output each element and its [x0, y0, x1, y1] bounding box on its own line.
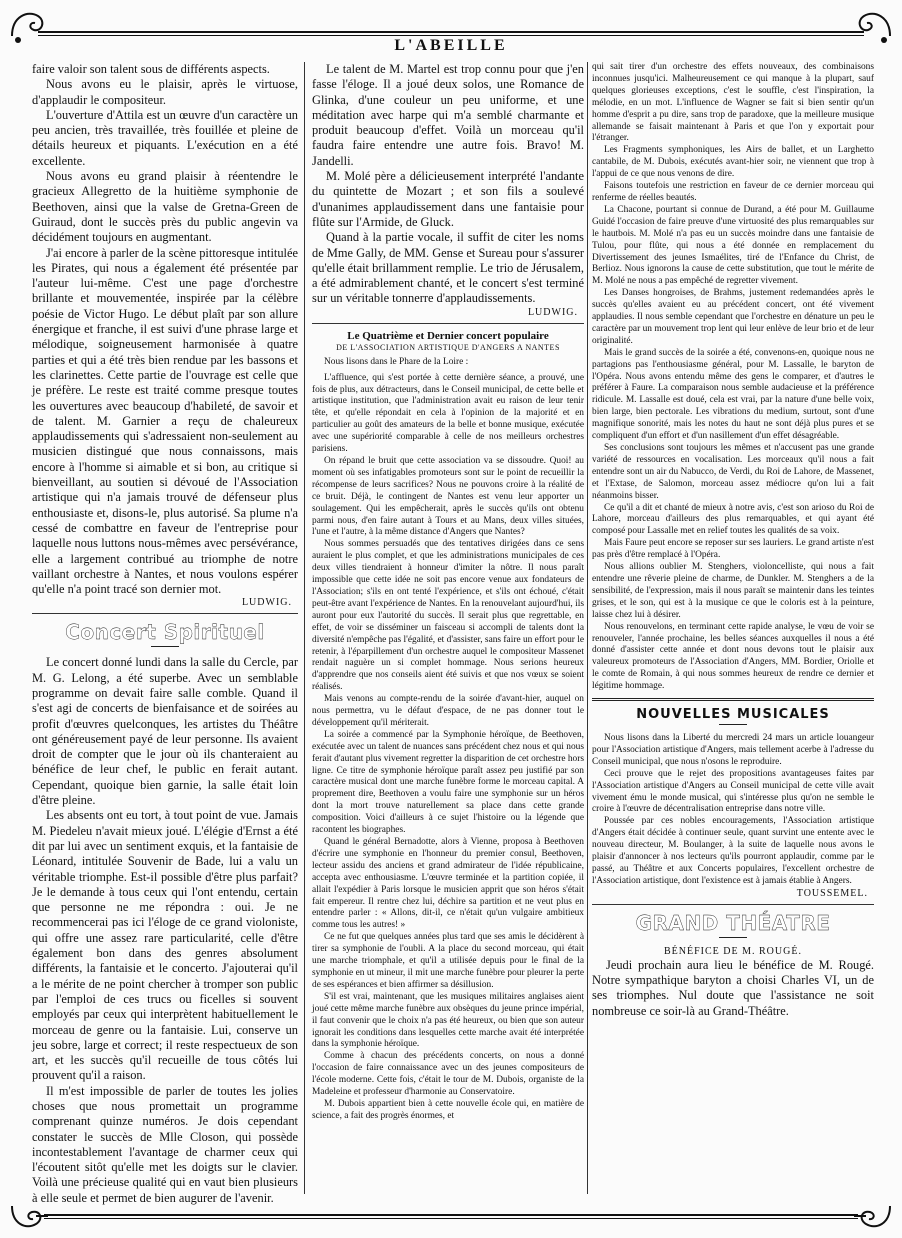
paragraph: Nous avons eu le plaisir, après le virtuose, d'applaudir le compositeur.: [32, 77, 298, 107]
footer-rule: [44, 1214, 858, 1216]
column-1: [32, 62, 298, 1205]
paragraph: Jeudi prochain aura lieu le bénéfice de M. Rougé. Notre sympathique baryton a choisi Charles VI, un de ses triomphes. Nul doute que l'assistance ne soit nombreuse ce soir-là au Grand-Théâtre.: [592, 957, 874, 1018]
paragraph: S'il est vrai, maintenant, que les musiques militaires anglaises aient joué cette même marche funèbre aux obsèques du jeune prince impérial, il faut convenir que le choix n'a pas été heureux, ou bien que son auteur ignorait les conditions dans lesquelles cette marche avait été interprétée dans la symphonie héroïque.: [312, 991, 584, 1050]
article-subtitle: DE L'ASSOCIATION ARTISTIQUE D'ANGERS A NANTES: [336, 342, 560, 352]
heading-dash: [719, 724, 747, 725]
paragraph: Les Fragments symphoniques, les Airs de ballet, et un Larghetto cantabile, de M. Dubois, exécutés avant-hier soir, ne viennent que trop à l'appui de ce que nous venons de dire.: [592, 145, 874, 180]
paragraph: J'ai encore à parler de la scène pittoresque intitulée les Pirates, qui nous a également été présentée par l'auteur lui-même. C'est une page d'orchestre brillante et mouvementée, inspirée par la célèbre poésie de Victor Hugo. Le début plaît par son allure énergique et franche, il est suivi d'une phrase large et mélodique, soigneusement harmonisée à quatre parties et qui a été très bien rendue par les bassons et les clarinettes. Cette partie de l'ouvrage est celle que je préfère. Le reste est traité comme presque toutes les ouvertures avec beaucoup d'habileté, de savoir et de talent. M. Garnier a reçu de chaleureux applaudissements qui s'adressaient non-seulement au musicien distingué que nous connaissons, mais encore à l'homme si aimable et si bon, au critique si bienveillant, au soutien si dévoué de l'Association artistique qui n'a jamais trouvé de défenseur plus enthousiaste et, disons-le, plus autorisé. Sa plume n'a cessé de combattre en faveur de l'entreprise pour laquelle nous luttons nous-mêmes avec persévérance, elle a largement contribué au triomphe de notre vaillant orchestre à Nantes, et nous voulons espérer qu'elle n'a point tracé son dernier mot.: [32, 245, 298, 597]
paragraph: Nous avons eu grand plaisir à réentendre le gracieux Allegretto de la huitième symphonie de Beethoven, ainsi que la valse de Gretna-Green de Guiraud, dont le succès près du public angevin va décidément toujours en augmentant.: [32, 169, 298, 245]
heading-dash: [151, 646, 179, 647]
page-header: [8, 6, 894, 58]
corner-ornament-icon: [854, 1200, 894, 1234]
section-divider: [592, 698, 874, 701]
column-divider: [587, 62, 588, 1194]
page-footer: [8, 1200, 894, 1234]
paragraph: Mais Faure peut encore se reposer sur ses lauriers. Le grand artiste n'est pas près d'être remplacé à l'Opéra.: [592, 538, 874, 561]
paragraph: Nous allions oublier M. Stenghers, violoncelliste, qui nous a fait entendre une rêverie pleine de charme, de Dunkler. M. Stenghers a de la sensibilité, de l'expression, mais il nous paraît se maintenir dans les teintes grises, et le son, qui est à la musique ce que le coloris est à la peinture, laisse chez lui à désirer.: [592, 562, 874, 620]
column-2: [312, 62, 584, 1196]
paragraph: La Chacone, pourtant si connue de Durand, a été pour M. Guillaume Guidé l'occasion de faire preuve d'une virtuosité des plus remarquables sur le hautbois. M. Molé n'a pas eu un succès moindre dans une fantaisie de Tulou, pour flûte, qui nous a été donnée en remplacement du Divertissement des jeunes Ismaélites, tiré de l'Enfance du Christ, de Berlioz. Nous ignorons la cause de cette substitution, que tout le mérite de M. Molé ne nous a pas empêché de regretter vivement.: [592, 204, 874, 287]
paragraph: Ce ne fut que quelques années plus tard que ses amis le décidèrent à tirer sa symphonie de l'oubli. A la place du second morceau, qui était une marche triomphale, et qu'il a utilisée depuis pour le final de la symphonie en ut mineur, il mit une marche funèbre pour pleurer la perte de ses espérances et bien affirmer sa désillusion.: [312, 932, 584, 990]
subsection-title: BÉNÉFICE DE M. ROUGÉ.: [664, 945, 802, 957]
paragraph: M. Molé père a délicieusement interprété l'andante du quintette de Mozart ; et son fils a soulevé d'unanimes applaudissement dans une fantaisie pour flûte sur l'Armide, de Gluck.: [312, 169, 584, 229]
paragraph: Nous renouvelons, en terminant cette rapide analyse, le vœu de voir se renouveler, l'année prochaine, les belles séances auxquelles il nous a été donné d'assister cette année et dont nous devons tout le plaisir aux valeureux promoteurs de l'Association d'Angers, MM. Bordier, Oriolle et le comte de Romain, à qui nous sommes heureux de rendre ce dernier et légitime hommage.: [592, 621, 874, 692]
paragraph: Mais le grand succès de la soirée a été, convenons-en, quoique nous ne partagions pas l'enthousiasme général, pour M. Lassalle, le baryton de l'Opéra. Nous avons entendu même des gens le comparer, et d'autres le préférer à Faure. La comparaison nous semble audacieuse et la préférence ridicule. M. Lassalle est doué, cela est vrai, par la nature d'une belle voix, bien large, bien pectorale. Les vibrations du medium, surtout, sont d'une magnifique sonorité, mais les notes du haut ne sont déjà plus pures et se compliquent d'un effort et d'un nasillement d'un effet désagréable.: [592, 347, 874, 442]
heading-dash: [719, 937, 747, 938]
paragraph: L'ouverture d'Attila est un œuvre d'un caractère un peu ancien, très travaillée, très fouillée et pleine de détails heureux et piquants. L'exécution en a été excellente.: [32, 107, 298, 168]
paragraph: Nous sommes persuadés que des tentatives dirigées dans ce sens auraient le plus complet, et que les administrations municipales de ces deux villes tiendraient à honneur d'imiter la nôtre. Il nous paraît impossible que cette idée ne soit pas encore venue aux fondateurs de l'Association; s'ils en ont tenté l'expérience, et s'ils ont échoué, c'était peut-être avant l'expérience de Nantes. En la renouvelant aujourd'hui, ils auront pour eux l'autorité du succès. Il serait plus que regrettable, en effet, de voir se disséminer un faisceau si accompli de talents dont la diversité n'empêche pas l'égalité, et d'assister, sans faire un effort pour le retenir, à l'éparpillement d'un orchestre auquel le compositeur Massenet rendait naguère un si complet hommage. Nous serions heureux d'apprendre que nos conseils aient été suivis et que nos vœux se soient réalisés.: [312, 539, 584, 693]
paragraph: Nous lisons dans le Phare de la Loire :: [324, 356, 469, 367]
paragraph: Nous lisons dans la Liberté du mercredi 24 mars un article louangeur pour l'Association artistique d'Angers, mais tellement acerbe à l'adresse du Conseil municipal, que nous n'osons le reproduire.: [592, 733, 874, 767]
paragraph: Ses conclusions sont toujours les mêmes et n'accusent pas une grande variété de ressources en vocalisation. Les morceaux qu'il nous a fait entendre sont un air du Nabucco, de Verdi, du Roi de Lahore, de Massenet, et l'Extase, de Salomon, morceau assez médiocre qu'on lui a fait néanmoins bisser.: [592, 443, 874, 501]
paragraph: Quand à la partie vocale, il suffit de citer les noms de Mme Gally, de MM. Gense et Sureau pour s'assurer qu'elle était brillamment remplie. Le trio de Jérusalem, a été admirablement chanté, et le concert s'est terminé sur un véritable tonnerre d'applaudissements.: [312, 230, 584, 306]
signature: LUDWIG.: [241, 597, 292, 609]
paragraph: faire valoir son talent sous de différents aspects.: [32, 62, 270, 76]
footer-rule-thin: [44, 1218, 858, 1219]
header-rule: [38, 31, 864, 33]
paragraph: Ceci prouve que le rejet des propositions avantageuses faites par l'Association artistique d'Angers au Conseil municipal de cette ville avait vivement ému le monde musical, qui s'intéresse plus qu'on ne semble le croire à l'œuvre de décentralisation entreprise dans notre ville.: [592, 768, 874, 815]
signature: TOUSSEMEL.: [796, 887, 868, 899]
corner-ornament-icon: [852, 6, 894, 48]
paragraph: La soirée a commencé par la Symphonie héroïque, de Beethoven, exécutée avec un talent de nuances sans précédent chez nous et qui nous ferait d'autant plus vivement regretter la disparition de cet orchestre hors ligne. Ce titre de symphonie héroïque paraît assez peu justifié par son caractère musical dont une marche funèbre forme le morceau capital. A proprement dire, Beethoven a voulu faire une symphonie sur un héros dont la mort trouve naturellement sa place dans cette grande composition. Voici d'ailleurs à ce sujet l'histoire ou la légende que racontent les biographes.: [312, 729, 584, 836]
paragraph: L'affluence, qui s'est portée à cette dernière séance, a prouvé, une fois de plus, aux détracteurs, dans le Conseil municipal, de cette belle et artistique institution, que l'administration avait eu raison de leur tenir tête, et qu'elle répondait en cela à l'opinion de la majorité et en particulier au goût des amateurs de la belle et bonne musique, exécutée avec une supériorité comparable à celle de nos meilleurs orchestres parisiens.: [312, 372, 584, 455]
column-divider: [304, 62, 305, 1194]
section-heading: NOUVELLES MUSICALES: [636, 707, 830, 723]
paragraph: Le concert donné lundi dans la salle du Cercle, par M. G. Lelong, a été superbe. Avec un semblable programme on devait faire salle comble. Quand il s'est agi de concerts de bienfaisance et de soirées au profit d'œuvres quelconques, les artistes du Théâtre ont généreusement payé de leur personne. Ils avaient droit de compter que le jour où ils chanteraient au bénéfice de leur chef, le public en ferait autant. Cependant, quoique bien garnie, la salle était loin d'être pleine.: [32, 655, 298, 808]
paragraph: On répand le bruit que cette association va se dissoudre. Quoi! au moment où ses infatigables promoteurs sont sur le point de recueillir la récompense de leurs sacrifices? Nous ne pouvons croire à la réalité de ce bruit. Déjà, le contingent de Nantes est venu leur apporter un soulagement. Qui les empêcherait, après le succès qu'ils ont obtenu parmi nous, d'en faire autant à Tours et au Mans, deux villes situées, l'une et l'autre, à la même distance d'Angers que Nantes?: [312, 456, 584, 538]
paragraph: Quand le général Bernadotte, alors à Vienne, proposa à Beethoven d'écrire une symphonie en l'honneur du premier consul, Beethoven, lecteur assidu des anciens et grand admirateur de l'idée républicaine, accepta avec enthousiasme. L'œuvre terminée et la partition copiée, il allait l'expédier à Paris lorsque le musicien apprit que son héros s'était fait empereur. Il rentre chez lui, déchire sa partition et ne veut plus en entendre parler : « Allons, dit-il, ce n'était qu'un vulgaire ambitieux comme tous les autres! »: [312, 837, 584, 931]
paragraph: Comme à chacun des précédents concerts, on nous a donné l'occasion de faire connaissance avec un des jeunes compositeurs de l'école moderne. Cette fois, c'était le tour de M. Dubois, organiste de la Madeleine et professeur d'harmonie au Conservatoire.: [312, 1051, 584, 1098]
paragraph: Les Danses hongroises, de Brahms, justement redemandées après le succès qu'elles avaient eu au précédent concert, ont été vivement applaudies. Il nous semble cependant que l'orchestre en dénature un peu le caractère par un mouvement trop lent qui leur enlève de leur brio et de leur originalité.: [592, 288, 874, 346]
article-title: Le Quatrième et Dernier concert populaire: [347, 329, 549, 342]
section-divider: [312, 323, 584, 324]
section-divider: [32, 613, 298, 614]
paragraph: Mais venons au compte-rendu de la soirée d'avant-hier, auquel on nous permettra, vu le défaut d'espace, de ne pas donner tout le développement qu'il mériterait.: [312, 694, 584, 728]
section-divider: [592, 904, 874, 905]
paragraph: Il m'est impossible de parler de toutes les jolies choses que nous promettait un programme comprenant quinze numéros. Je dois cependant constater le succès de Mlle Closon, qui possède incontestablement l'avantage de charmer ceux qui l'écoutent sitôt qu'elle met les doigts sur le clavier. Voilà une précieuse qualité qui en vaut bien plusieurs à elle seule et permet de bien augurer de l'avenir.: [32, 1083, 298, 1205]
corner-ornament-icon: [8, 1200, 48, 1234]
section-heading: Concert Spirituel: [65, 620, 265, 645]
header-rule-thin: [38, 35, 864, 36]
column-3: [592, 62, 874, 1196]
paragraph: qui sait tirer d'un orchestre des effets nouveaux, des combinaisons inconnues jusqu'ici. Malheureusement ce qui manque à la plupart, sauf quelques glorieuses exceptions, c'est le souffle, c'est l'inspiration, la mélodie, en un mot. L'influence de Wagner se fait si bien sentir qu'un homme d'esprit a pu dire, sans trop de paradoxe, que la meilleure musique allemande se faisait maintenant à Paris et que l'on y exportait pour l'étranger.: [592, 62, 874, 144]
paragraph: Le talent de M. Martel est trop connu pour que j'en fasse l'éloge. Il a joué deux solos, une Romance de Glinka, d'une couleur un peu uniforme, et une méditation avec harpe qui m'a semblé charmante et produit beaucoup d'effet. Voilà un morceau qu'il faudra faire entendre une autre fois. Bravo! M. Jandelli.: [312, 62, 584, 168]
section-heading: GRAND THÉATRE: [635, 910, 831, 935]
signature: LUDWIG.: [527, 306, 578, 318]
paragraph: Poussée par ces nobles encouragements, l'Association artistique d'Angers était décidée à continuer seule, quant survint une entente avec le nouveau directeur, M. Boulanger, à la suite de laquelle nous avons le plaisir d'annoncer à nos lecteurs qu'ils pourront applaudir, comme par le passé, au Théâtre et aux Concerts populaires, l'excellent orchestre de l'Association artistique, dont l'existence est à jamais établie à Angers.: [592, 816, 874, 886]
paragraph: M. Dubois appartient bien à cette nouvelle école qui, en matière de science, a fait des progrès énormes, et: [312, 1098, 584, 1121]
paragraph: Ce qu'il a dit et chanté de mieux à notre avis, c'est son arioso du Roi de Lahore, morceau d'ailleurs des plus remarquables, et qui ayant été composé pour Lassalle met en relief toutes les qualités de sa voix.: [592, 502, 874, 537]
paragraph: Faisons toutefois une restriction en faveur de ce dernier morceau qui renferme de réelles beautés.: [592, 181, 874, 203]
paragraph: Les absents ont eu tort, à tout point de vue. Jamais M. Piedeleu n'avait mieux joué. L'élégie d'Ernst a été dit par lui avec un sentiment exquis, et la fantaisie de Léonard, intitulée Souvenir de Bade, lui a valu un véritable triomphe. Est-il possible d'être plus parfait? Je le demande à tous ceux qui l'ont entendu, certain que personne ne me répondra : oui. Je ne recommencerai pas ici l'éloge de ce grand violoniste, qui offre une assez rare particularité, celle d'être également bon dans des genres absolument différents, la fantaisie et le concerto. J'ajouterai qu'il a le mérite de ne point chercher à tromper son public par l'emploi de ces trucs ou ficelles si souvent employés par ceux qui interprètent habituellement le morceau de genre ou la fantaisie. Lui, conserve un jeu sobre, large et correct; il reste respectueux de son art, et les succès qu'il recueille de tous côtés lui prouvent qu'il a raison.: [32, 808, 298, 1083]
page-title: L'ABEILLE: [394, 37, 508, 54]
